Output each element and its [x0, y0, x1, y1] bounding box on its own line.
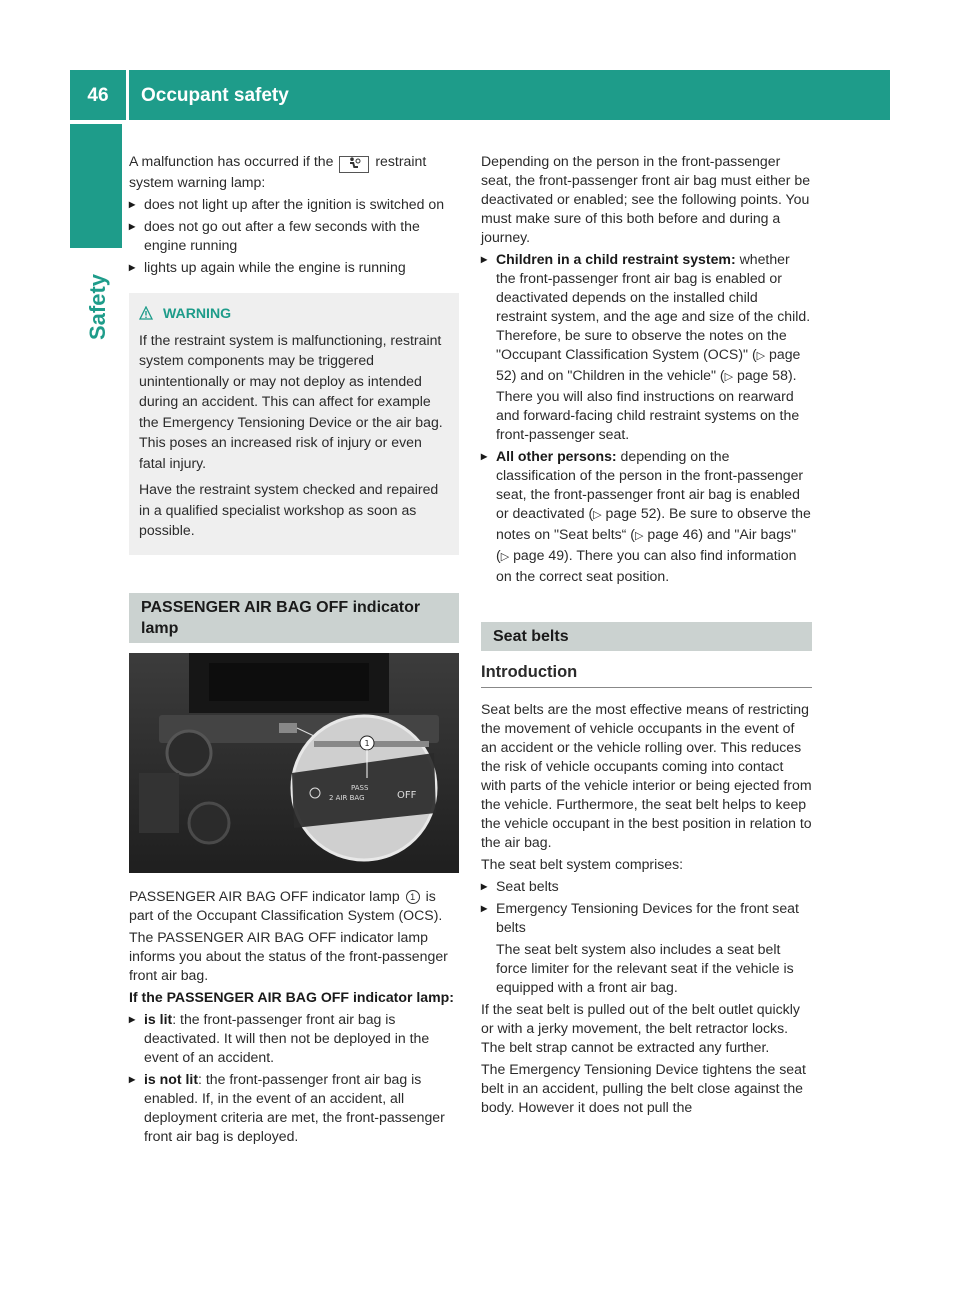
- page-header: [70, 70, 890, 120]
- list-item: ▸ lights up again while the engine is running: [129, 258, 459, 277]
- list-item: ▸ Children in a child restraint system: whether the front-passenger front air bag is enabled or deactivated depends on the installed child restraint system, and the age and size of the child. Therefore, be sure to observe the notes on the "Occupant Classification System (OCS)" (▷ page 52) and on "Children in the vehicle" (▷ page 58). There you will also find instructions on rearward and forward-facing child restraint systems on the front-passenger seat.: [481, 250, 812, 444]
- section-heading-airbag-lamp: PASSENGER AIR BAG OFF indicator lamp: [129, 593, 459, 643]
- header-divider: [126, 70, 129, 120]
- warning-box: [129, 293, 459, 555]
- warning-triangle-icon: [139, 306, 153, 320]
- restraint-warning-lamp-icon: [339, 156, 369, 173]
- page-ref-arrow-icon: ▷: [756, 350, 766, 362]
- indicator-description: PASSENGER AIR BAG OFF indicator lamp 1 is part of the Occupant Classification System (OCS).: [129, 887, 443, 923]
- warning-heading: WARNING: [139, 303, 449, 324]
- seatbelt-intro: Seat belts are the most effective means of restricting the movement of vehicle occupants in the event of an accident or the vehicle rolling over. This reduces the risk of vehicle occupants coming into contact with parts of the vehicle interior or being ejected from the vehicle. Furthermore, the seat belt helps to keep the vehicle occupant in the best position in relation to the air bag.: [481, 701, 812, 850]
- warning-action: Have the restraint system checked and repaired in a qualified specialist workshop as soon as possible.: [139, 481, 439, 538]
- passenger-intro: Depending on the person in the front-passenger seat, the front-passenger front air bag must either be deactivated or enabled; see the following points. You must make sure of this both before and during a journey.: [481, 153, 811, 245]
- malfunction-intro: A malfunction has occurred if the restraint system warning lamp:: [129, 153, 427, 190]
- svg-text:OFF: OFF: [397, 789, 417, 801]
- section-tab-label: Safety: [85, 273, 110, 341]
- svg-text:2 AIR BAG: 2 AIR BAG: [329, 793, 365, 802]
- malfunction-list: [129, 195, 459, 277]
- list-item: ▸ does not go out after a few seconds with the engine running: [129, 217, 459, 255]
- list-item: ▸ Emergency Tensioning Devices for the front seat belts The seat belt system also includes a seat belt force limiter for the relevant seat if the vehicle is equipped with a front air bag.: [481, 899, 812, 997]
- sub-heading-introduction: Introduction: [481, 663, 812, 688]
- page-ref-link[interactable]: page 46: [647, 526, 699, 542]
- retractor-info: If the seat belt is pulled out of the belt outlet quickly or with a jerky movement, the belt retractor locks. The belt strap cannot be extracted any further.: [481, 1001, 800, 1055]
- page-ref-arrow-icon: ▷: [593, 509, 602, 521]
- list-item: ▸ Seat belts: [481, 877, 812, 896]
- dashboard-photo: [129, 653, 459, 873]
- airbag-indicator-illustration: [129, 653, 459, 873]
- list-item: ▸ is lit: the front-passenger front air bag is deactivated. It will then not be deployed in the event of an accident.: [129, 1010, 459, 1067]
- indicator-info: The PASSENGER AIR BAG OFF indicator lamp informs you about the status of the front-passenger front air bag.: [129, 928, 448, 983]
- passenger-cases-list: [481, 250, 812, 586]
- page-ref-arrow-icon: ▷: [500, 551, 510, 563]
- tensioning-info: The Emergency Tensioning Device tightens the seat belt in an accident, pulling the belt close against the body. However it does not pull the: [481, 1061, 806, 1115]
- seatbelt-system-heading: The seat belt system comprises:: [481, 856, 684, 872]
- force-limiter-note: The seat belt system also includes a seat belt force limiter for the relevant seat if the vehicle is equipped with a front air bag.: [496, 941, 794, 995]
- indicator-status-list: [129, 1010, 459, 1146]
- page-ref-link[interactable]: page 49: [513, 547, 565, 563]
- list-item: ▸ does not light up after the ignition is switched on: [129, 195, 459, 214]
- list-item: ▸ is not lit: the front-passenger front air bag is enabled. If, in the event of an accident, all deployment criteria are met, the front-passenger front air bag is deployed.: [129, 1070, 459, 1146]
- page-number: 46: [87, 85, 109, 106]
- page-ref-link[interactable]: page 52: [496, 346, 801, 383]
- warning-text: If the restraint system is malfunctioning, restraint system components may be triggered unintentionally or may not deploy as intended during an accident. This can affect for example the Emergency Tensioning Device or the air bag. This poses an increased risk of injury or even fatal injury.: [139, 331, 443, 471]
- section-tab: [70, 124, 122, 248]
- seatbelt-system-list: [481, 877, 812, 997]
- page-ref-link[interactable]: page 58: [737, 367, 788, 383]
- section-heading-seat-belts: Seat belts: [481, 622, 812, 651]
- callout-1: 1: [406, 890, 420, 904]
- right-column: [481, 152, 812, 1120]
- svg-text:PASS: PASS: [351, 783, 369, 792]
- list-item: ▸ All other persons: depending on the classification of the person in the front-passenger seat, the front-passenger front air bag is enabled or deactivated (▷ page 52). Be sure to observe the notes on "Seat belts“ (▷ page 46) and "Air bags" (▷ page 49). There you can also find information on the correct seat position.: [481, 447, 812, 586]
- chapter-title: Occupant safety: [141, 85, 289, 106]
- page-ref-link[interactable]: page 52: [605, 505, 657, 521]
- page-ref-arrow-icon: ▷: [634, 530, 644, 542]
- photo-callout: 1: [364, 738, 370, 748]
- indicator-conditions-heading: If the PASSENGER AIR BAG OFF indicator lamp:: [129, 988, 454, 1005]
- page-ref-arrow-icon: ▷: [724, 371, 734, 383]
- left-column: [129, 152, 459, 1149]
